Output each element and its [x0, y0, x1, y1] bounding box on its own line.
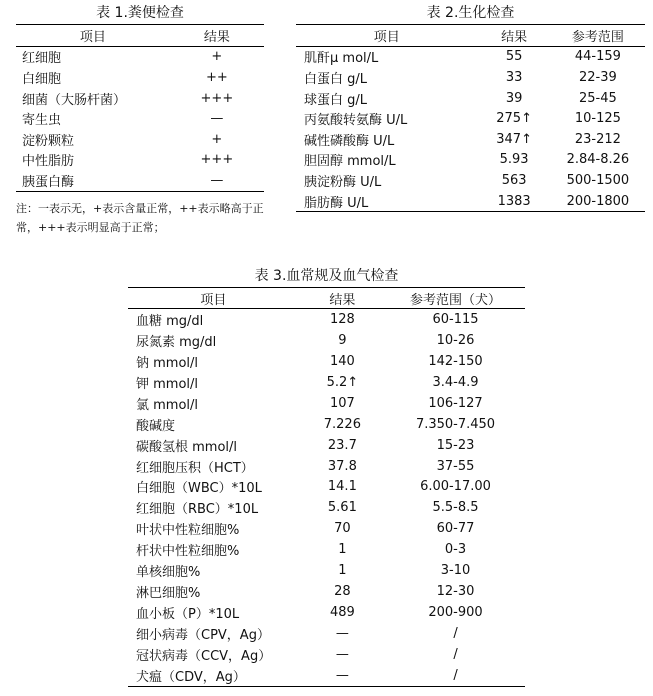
cell-item: 碳酸氢根 mmol/l	[136, 439, 238, 455]
cell-reference: 44-159	[574, 49, 621, 65]
cell-item: 单核细胞%	[136, 565, 201, 581]
cell-item: 钾 mmol/l	[136, 376, 199, 392]
cell-result: —	[210, 111, 224, 127]
cell-result: 37.8	[327, 458, 357, 474]
table-blood-routine	[128, 265, 525, 687]
cell-item: 中性脂肪	[22, 154, 75, 170]
cell-result: 55	[505, 49, 523, 65]
cell-result: 7.226	[323, 416, 361, 432]
cell-item: 淀粉颗粒	[22, 133, 75, 149]
table-stool-exam	[16, 2, 264, 192]
cell-reference: 200-1800	[551, 191, 645, 212]
cell-reference: 60-115	[432, 311, 479, 327]
table-caption: 表 2.生化检查	[426, 5, 515, 21]
cell-item: 胰淀粉酶 U/L	[304, 174, 382, 190]
cell-result: 5.2↑	[326, 374, 359, 390]
table-row	[128, 309, 525, 330]
data-table	[128, 287, 525, 687]
table-row	[16, 46, 264, 67]
table-row	[128, 497, 525, 518]
cell-reference: 22-39	[578, 69, 617, 85]
table-row	[128, 602, 525, 623]
cell-result: 347↑	[496, 131, 532, 147]
cell-item: 球蛋白 g/L	[304, 92, 368, 108]
column-header-item: 项目	[128, 288, 299, 309]
cell-reference: /	[386, 665, 525, 686]
data-table	[296, 24, 645, 212]
table-caption: 表 1.粪便检查	[96, 5, 184, 21]
note-line: 注：一表示无，+表示含量正常，++表示略高于正	[16, 202, 264, 215]
cell-reference: 500-1500	[566, 172, 630, 188]
cell-result: —	[299, 665, 386, 686]
cell-reference: 7.350-7.450	[415, 416, 496, 432]
table-row	[128, 393, 525, 414]
cell-item: 白蛋白 g/L	[304, 71, 368, 87]
column-header-result: 结果	[299, 288, 386, 309]
header-row	[296, 25, 645, 47]
cell-result: +	[211, 49, 223, 65]
cell-item: 冠状病毒（CCV，Ag）	[136, 648, 272, 664]
table-caption: 表 3.血常规及血气检查	[254, 268, 399, 284]
table-body	[128, 309, 525, 687]
cell-result: 107	[329, 395, 355, 411]
data-table	[16, 24, 264, 192]
table-row	[296, 108, 645, 129]
cell-result: 70	[334, 521, 351, 537]
cell-item: 酸碱度	[136, 418, 176, 434]
cell-result: ++	[205, 69, 228, 85]
table-row	[296, 170, 645, 191]
cell-result: 14.1	[327, 479, 357, 495]
cell-reference: 106-127	[428, 395, 483, 411]
cell-result: 489	[329, 605, 355, 621]
cell-reference: 23-212	[574, 131, 621, 147]
cell-item: 胆固醇 mmol/L	[304, 154, 396, 170]
cell-reference: 3-10	[440, 563, 471, 579]
table-body	[296, 46, 645, 212]
cell-result: 23.7	[327, 437, 357, 453]
table-row	[296, 67, 645, 88]
table-row	[16, 88, 264, 109]
cell-result: 128	[329, 311, 355, 327]
table-row	[296, 88, 645, 109]
cell-item: 红细胞	[22, 51, 62, 67]
cell-reference: 0-3	[444, 542, 467, 558]
cell-item: 钠 mmol/l	[136, 355, 199, 371]
cell-result: 563	[501, 172, 527, 188]
cell-item: 白细胞	[22, 71, 62, 87]
cell-item: 尿氮素 mg/dl	[136, 334, 217, 350]
table-row	[128, 644, 525, 665]
cell-item: 寄生虫	[22, 113, 62, 129]
table-row	[128, 351, 525, 372]
cell-reference: 60-77	[436, 521, 475, 537]
table-row	[16, 67, 264, 88]
cell-reference: 5.5-8.5	[432, 500, 479, 516]
cell-result: 33	[505, 69, 523, 85]
table-biochemistry	[296, 2, 645, 212]
cell-result: 28	[334, 584, 351, 600]
cell-reference: 10-125	[574, 111, 621, 127]
cell-item: 红细胞压积（HCT）	[136, 460, 254, 476]
table-row	[16, 150, 264, 171]
cell-reference: /	[453, 646, 458, 662]
cell-item: 红细胞（RBC）*10L	[136, 502, 259, 518]
column-header-item: 项目	[296, 25, 477, 47]
cell-item: 叶状中性粒细胞%	[136, 523, 240, 539]
cell-result: +++	[200, 90, 234, 106]
table-row	[296, 129, 645, 150]
table-row	[128, 665, 525, 686]
cell-item: 肌酐μ mol/L	[304, 51, 379, 67]
cell-item: 血小板（P）*10L	[136, 607, 240, 623]
cell-item: 氯 mmol/l	[136, 397, 199, 413]
table-row	[16, 129, 264, 150]
cell-result: 1383	[477, 191, 550, 212]
cell-result: 5.93	[499, 152, 529, 168]
cell-item: 丙氨酸转氨酶 U/L	[304, 113, 408, 129]
table-row	[128, 560, 525, 581]
table-row	[128, 414, 525, 435]
cell-result: —	[170, 170, 264, 191]
cell-item: 犬瘟（CDV，Ag）	[128, 665, 299, 686]
cell-item: 脂肪酶 U/L	[296, 191, 477, 212]
cell-reference: 6.00-17.00	[420, 479, 491, 495]
table-row	[128, 456, 525, 477]
table-body	[16, 46, 264, 191]
column-header-reference: 参考范围	[551, 25, 645, 47]
table-row	[128, 539, 525, 560]
cell-reference: 37-55	[436, 458, 475, 474]
cell-reference: 200-900	[428, 605, 483, 621]
cell-result: 9	[338, 332, 347, 348]
table-row	[128, 372, 525, 393]
cell-result: +++	[200, 152, 234, 168]
cell-item: 细菌（大肠杆菌）	[22, 92, 127, 108]
cell-reference: 3.4-4.9	[432, 374, 479, 390]
cell-result: 1	[338, 563, 347, 579]
header-row	[16, 25, 264, 47]
cell-item: 碱性磷酸酶 U/L	[304, 133, 395, 149]
cell-reference: 15-23	[436, 437, 475, 453]
cell-reference: 25-45	[578, 90, 617, 106]
cell-result: 140	[329, 353, 355, 369]
cell-item: 淋巴细胞%	[136, 586, 201, 602]
cell-result: 5.61	[327, 500, 357, 516]
cell-result: 39	[505, 90, 523, 106]
cell-reference: /	[453, 626, 458, 642]
table-row	[128, 623, 525, 644]
cell-reference: 142-150	[428, 353, 483, 369]
table-row	[128, 435, 525, 456]
cell-item: 白细胞（WBC）*10L	[136, 481, 262, 497]
column-header-result: 结果	[170, 25, 264, 47]
table-row	[16, 170, 264, 191]
table-row	[128, 518, 525, 539]
cell-result: +	[211, 131, 223, 147]
cell-item: 胰蛋白酶	[16, 170, 170, 191]
cell-reference: 12-30	[436, 584, 475, 600]
table-row	[128, 581, 525, 602]
table-note	[16, 199, 264, 237]
cell-item: 血糖 mg/dl	[136, 313, 204, 329]
cell-reference: 2.84-8.26	[566, 152, 630, 168]
note-line: 常，+++表示明显高于正常；	[16, 221, 165, 234]
cell-item: 杆状中性粒细胞%	[136, 544, 240, 560]
header-row	[128, 288, 525, 309]
table-row	[296, 150, 645, 171]
table-row	[296, 191, 645, 212]
table-row	[296, 46, 645, 67]
cell-result: —	[335, 626, 349, 642]
cell-result: —	[335, 646, 349, 662]
cell-result: 1	[338, 542, 347, 558]
table-row	[16, 108, 264, 129]
column-header-reference: 参考范围（犬）	[386, 288, 525, 309]
table-row	[128, 330, 525, 351]
cell-item: 细小病毒（CPV，Ag）	[136, 628, 270, 644]
table-row	[128, 477, 525, 498]
column-header-item: 项目	[16, 25, 170, 47]
cell-reference: 10-26	[436, 332, 475, 348]
cell-result: 275↑	[496, 111, 532, 127]
column-header-result: 结果	[477, 25, 550, 47]
